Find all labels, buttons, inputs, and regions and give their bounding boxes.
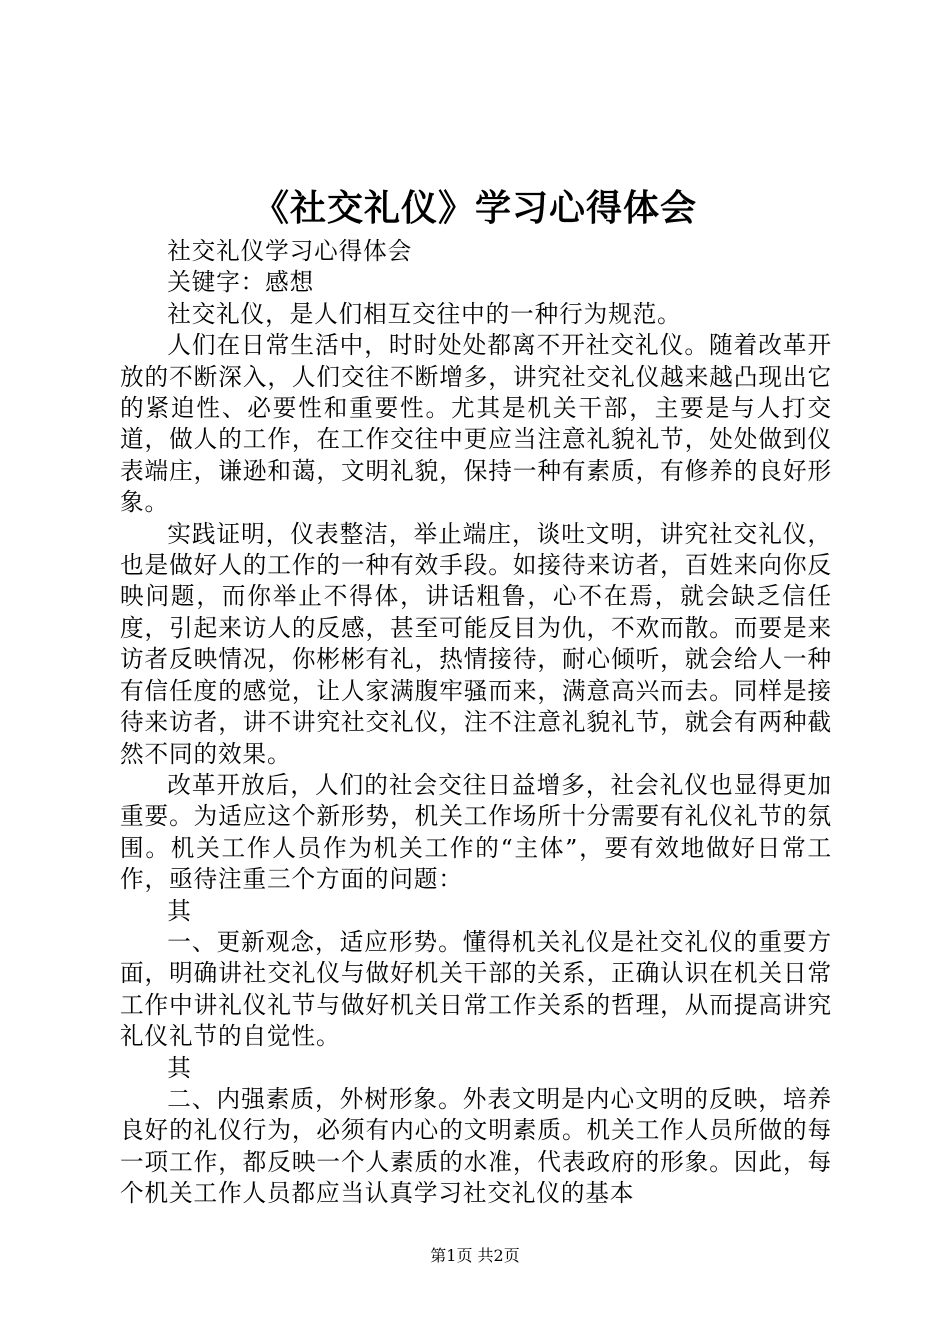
document-body	[120, 236, 832, 1210]
paragraph-point-one: 一、更新观念，适应形势。懂得机关礼仪是社交礼仪的重要方面，明确讲社交礼仪与做好机关干部的关系，正确认识在机关日常工作中讲礼仪礼节与做好机关日常工作关系的哲理，从而提高讲究礼仪礼节的自觉性。	[120, 927, 832, 1051]
paragraph-keywords: 关键字：感想	[167, 268, 315, 297]
document-title: 《社交礼仪》学习心得体会	[252, 187, 697, 229]
page-footer: 第1页 共2页	[430, 1246, 520, 1265]
paragraph-point-two: 二、内强素质，外树形象。外表文明是内心文明的反映，培养良好的礼仪行为，必须有内心的文明素质。机关工作人员所做的每一项工作，都反映一个人素质的水准，代表政府的形象。因此，每个机关工作人员都应当认真学习社交礼仪的基本	[120, 1084, 832, 1208]
paragraph-qi-2: 其	[167, 1053, 192, 1082]
paragraph-subtitle: 社交礼仪学习心得体会	[167, 237, 413, 265]
paragraph-daily-life: 人们在日常生活中，时时处处都离不开社交礼仪。随着改革开放的不断深入，人们交往不断增多，讲究社交礼仪越来越凸现出它的紧迫性、必要性和重要性。尤其是机关干部，主要是与人打交道，做人的工作，在工作交往中更应当注意礼貌礼节，处处做到仪表端庄，谦逊和蔼，文明礼貌，保持一种有素质，有修养的良好形象。	[120, 331, 832, 517]
paragraph-definition: 社交礼仪，是人们相互交往中的一种行为规范。	[167, 299, 682, 328]
paragraph-reform: 改革开放后，人们的社会交往日益增多，社会礼仪也显得更加重要。为适应这个新形势，机关工作场所十分需要有礼仪礼节的氛围。机关工作人员作为机关工作的“主体”，要有效地做好日常工作，亟待注重三个方面的问题：	[120, 770, 832, 894]
paragraph-qi-1: 其	[167, 896, 192, 925]
paragraph-practice: 实践证明，仪表整洁，举止端庄，谈吐文明，讲究社交礼仪，也是做好人的工作的一种有效手段。如接待来访者，百姓来向你反映问题，而你举止不得体，讲话粗鲁，心不在焉，就会缺乏信任度，引起来访人的反感，甚至可能反目为仇，不欢而散。而要是来访者反映情况，你彬彬有礼，热情接待，耐心倾听，就会给人一种有信任度的感觉，让人家满腹牢骚而来，满意高兴而去。同样是接待来访者，讲不讲究社交礼仪，注不注意礼貌礼节，就会有两种截然不同的效果。	[120, 519, 832, 768]
